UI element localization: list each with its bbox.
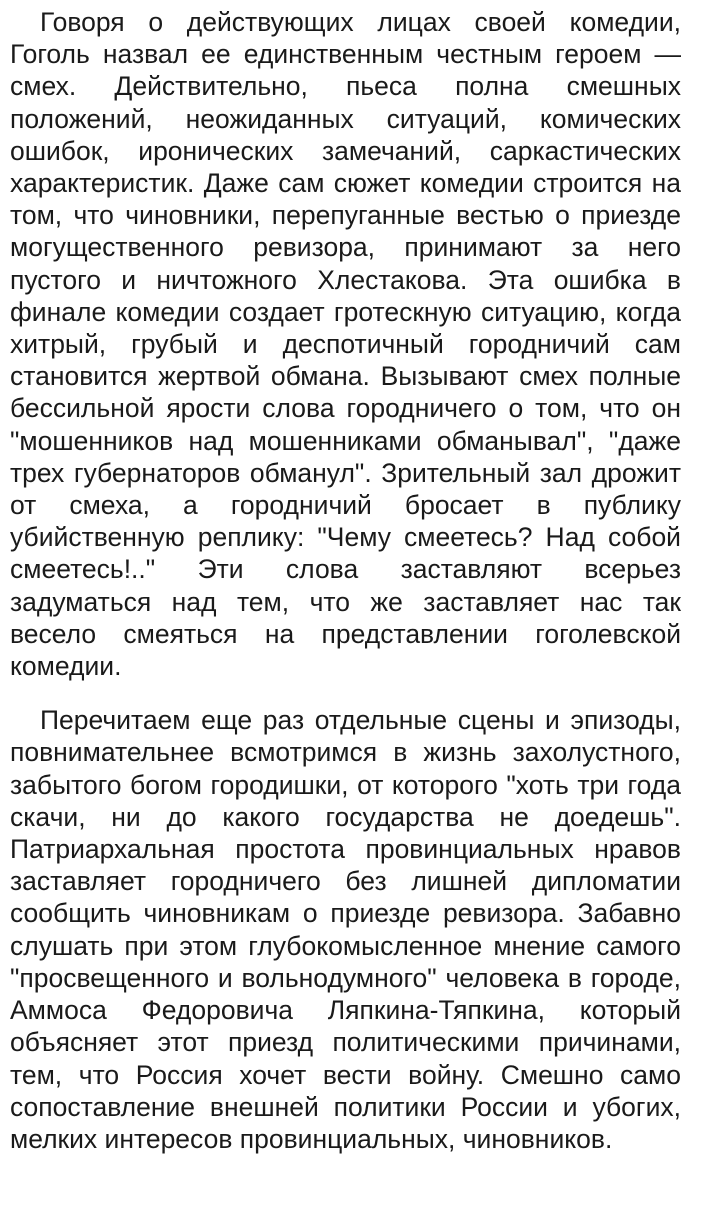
paragraph-1: Говоря о действующих лицах своей комедии, Гоголь назвал ее единственным честным героем — смех. Действительно, пьеса полна смешных положений, неожиданных ситуаций, комических ошибок, иронических замечаний, саркастических характеристик. Даже сам сюжет комедии строится на том, что чиновники, перепуганные вестью о приезде могущественного ревизора, принимают за него пустого и ничтожного Хлестакова. Эта ошибка в финале комедии создает гротескную ситуацию, когда хитрый, грубый и деспотичный городничий сам становится жертвой обмана. Вызывают смех полные бессильной ярости слова городничего о том, что он "мошенников над мошенниками обманывал", "даже трех губернаторов обманул". Зрительный зал дрожит от смеха, а городничий бросает в публику убийственную реплику: "Чему смеетесь? Над собой смеетесь!.." Эти слова заставляют всерьез задуматься над тем, что же заставляет нас так весело смеяться на представлении гоголевской комедии. — [10, 7, 681, 682]
paragraph-2: Перечитаем еще раз отдельные сцены и эпизоды, повнимательнее всмотримся в жизнь захолустного, забытого богом городишки, от которого "хоть три года скачи, ни до какого государства не доедешь". Патриархальная простота провинциальных нравов заставляет городничего без лишней дипломатии сообщить чиновникам о приезде ревизора. Забавно слушать при этом глубокомысленное мнение самого "просвещенного и вольнодумного" человека в городе, Аммоса Федоровича Ляпкина-Тяпкина, который объясняет этот приезд политическими причинами, тем, что Россия хочет вести войну. Смешно само сопоставление внешней политики России и убогих, мелких интересов провинциальных, чиновников. — [10, 705, 681, 1154]
